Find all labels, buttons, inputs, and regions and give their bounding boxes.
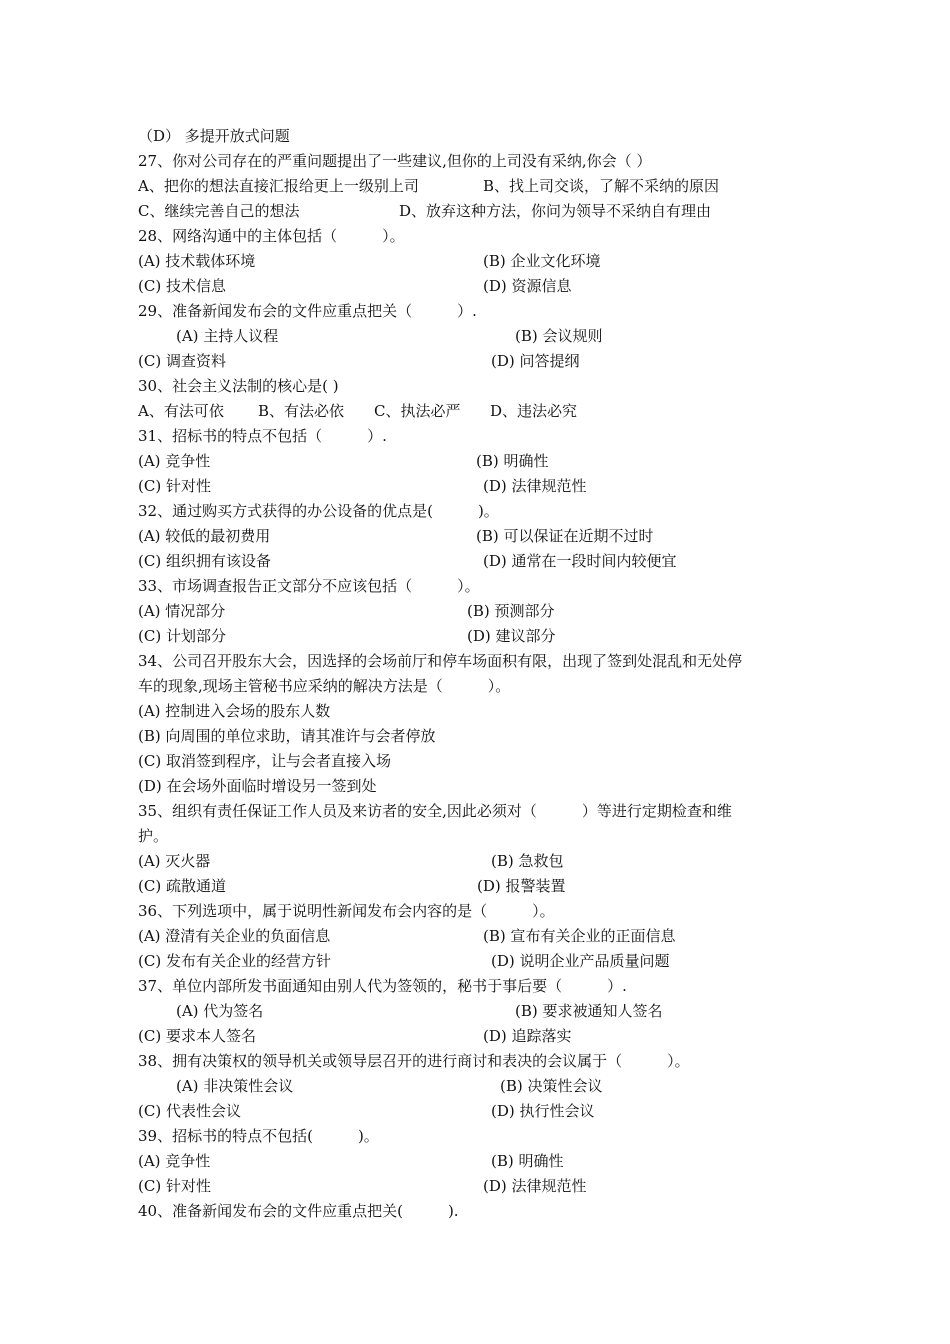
option-line: (B) 明确性 (476, 452, 549, 470)
option-line: (A) 较低的最初费用 (138, 527, 271, 545)
option-line: A、有法可依 (138, 402, 224, 420)
option-line: (A) 非决策性会议 (176, 1077, 294, 1095)
option-line: (B) 企业文化环境 (483, 252, 601, 270)
option-line: (A) 情况部分 (138, 602, 226, 620)
option-line: (B) 会议规则 (515, 327, 603, 345)
option-line: D、放弃这种方法，你问为领导不采纳自有理由 (399, 202, 712, 220)
option-line: (D) 执行性会议 (491, 1102, 595, 1120)
option-line: (C) 取消签到程序，让与会者直接入场 (138, 752, 391, 770)
option-line: C、继续完善自己的想法 (138, 202, 300, 220)
option-line: (A) 主持人议程 (176, 327, 279, 345)
option-line: (D) 报警装置 (477, 877, 566, 895)
option-line: (D) 建议部分 (467, 627, 556, 645)
option-line: (C) 针对性 (138, 477, 211, 495)
option-line: (D) 追踪落实 (483, 1027, 572, 1045)
option-line: A、把你的想法直接汇报给更上一级别上司 (138, 177, 419, 195)
question-39: 39、招标书的特点不包括( )。 (138, 1127, 379, 1145)
question-34: 34、公司召开股东大会，因选择的会场前厅和停车场面积有限，出现了签到处混乱和无处停 (138, 652, 743, 670)
option-line: (B) 要求被通知人签名 (515, 1002, 663, 1020)
option-line: (B) 可以保证在近期不过时 (476, 527, 654, 545)
option-line: (D) 法律规范性 (483, 477, 587, 495)
option-line: (A) 灭火器 (138, 852, 211, 870)
option-line: (B) 明确性 (491, 1152, 564, 1170)
option-line: (B) 预测部分 (467, 602, 555, 620)
option-line: (C) 计划部分 (138, 627, 226, 645)
question-35-cont: 护。 (138, 827, 169, 845)
question-34-cont: 车的现象,现场主管秘书应采纳的解决方法是（ ）。 (138, 677, 511, 695)
question-28: 28、网络沟通中的主体包括（ ）。 (138, 227, 405, 245)
option-line: (A) 技术载体环境 (138, 252, 256, 270)
question-36: 36、下列选项中，属于说明性新闻发布会内容的是（ ）。 (138, 902, 555, 920)
option-line: (B) 向周围的单位求助，请其准许与会者停放 (138, 727, 436, 745)
option-line: （D） 多提开放式问题 (138, 127, 290, 145)
option-line: (C) 发布有关企业的经营方针 (138, 952, 331, 970)
question-40: 40、准备新闻发布会的文件应重点把关( ). (138, 1202, 459, 1220)
option-line: (B) 宣布有关企业的正面信息 (483, 927, 676, 945)
option-line: (A) 代为签名 (176, 1002, 264, 1020)
option-line: (D) 法律规范性 (483, 1177, 587, 1195)
option-line: (D) 说明企业产品质量问题 (491, 952, 670, 970)
option-line: (A) 竞争性 (138, 1152, 211, 1170)
question-32: 32、通过购买方式获得的办公设备的优点是( )。 (138, 502, 499, 520)
option-line: (A) 控制进入会场的股东人数 (138, 702, 331, 720)
option-line: (C) 调查资料 (138, 352, 226, 370)
option-line: D、违法必究 (490, 402, 578, 420)
option-line: (C) 针对性 (138, 1177, 211, 1195)
question-37: 37、单位内部所发书面通知由别人代为签领的，秘书于事后要（ ）. (138, 977, 627, 995)
question-38: 38、拥有决策权的领导机关或领导层召开的进行商讨和表决的会议属于（ ）。 (138, 1052, 690, 1070)
option-line: (D) 通常在一段时间内较便宜 (483, 552, 677, 570)
option-line: (A) 澄清有关企业的负面信息 (138, 927, 331, 945)
option-line: (C) 疏散通道 (138, 877, 226, 895)
option-line: C、执法必严 (374, 402, 461, 420)
question-31: 31、招标书的特点不包括（ ）. (138, 427, 387, 445)
option-line: (C) 技术信息 (138, 277, 226, 295)
option-line: (B) 急救包 (491, 852, 564, 870)
question-33: 33、市场调查报告正文部分不应该包括（ ）。 (138, 577, 480, 595)
option-line: (B) 决策性会议 (500, 1077, 603, 1095)
option-line: B、找上司交谈，了解不采纳的原因 (483, 177, 720, 195)
question-27: 27、你对公司存在的严重问题提出了一些建议,但你的上司没有采纳,你会（ ） (138, 152, 652, 170)
question-35: 35、组织有责任保证工作人员及来访者的安全,因此必须对（ ）等进行定期检查和维 (138, 802, 732, 820)
question-29: 29、准备新闻发布会的文件应重点把关（ ）. (138, 302, 477, 320)
option-line: (C) 要求本人签名 (138, 1027, 256, 1045)
option-line: B、有法必依 (258, 402, 345, 420)
option-line: (C) 代表性会议 (138, 1102, 241, 1120)
option-line: (D) 资源信息 (483, 277, 572, 295)
question-30: 30、社会主义法制的核心是( ) (138, 377, 339, 395)
option-line: (A) 竞争性 (138, 452, 211, 470)
option-line: (D) 在会场外面临时增设另一签到处 (138, 777, 377, 795)
option-line: (C) 组织拥有该设备 (138, 552, 271, 570)
option-line: (D) 问答提纲 (491, 352, 580, 370)
